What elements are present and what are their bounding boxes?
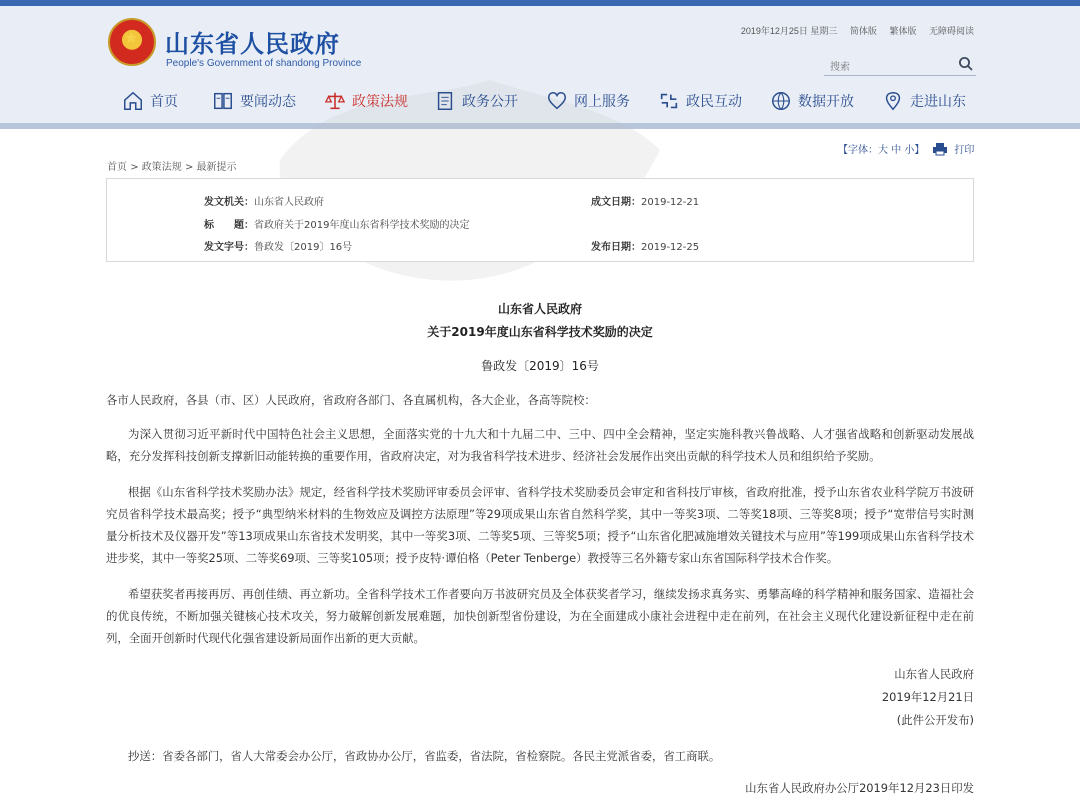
paragraph-3: 希望获奖者再接再厉、再创佳绩、再立新功。全省科学技术工作者要向万书波研究员及全体获奖者学习，继续发扬求真务实、勇攀高峰的科学精神和服务国家、造福社会的优良传统，不断加强关键核心技术攻关，努力破解创新发展难题，加快创新型省份建设，为在全面建成小康社会进程中走在前列，在社会主义现代化建设新征程中走在前列，全面开创新时代现代化强省建设新局面作出新的更大贡献。 [106,587,974,645]
document-title-issuer: 山东省人民政府 [497,302,582,316]
font-size-large[interactable]: 大 [878,145,888,156]
document-number-row: 发文字号：鲁政发〔2019〕16号 [204,242,353,253]
nav-item-home[interactable]: 首页 [122,90,212,112]
globe-icon [770,90,792,112]
font-size-label-close: 】 [914,145,925,156]
breadcrumb-separator: > [130,162,142,173]
site-title[interactable]: 山东省人民政府 [165,29,340,58]
traditional-link[interactable]: 繁体版 [889,26,917,36]
news-icon [212,90,234,112]
paragraph-2: 根据《山东省科学技术奖励办法》规定，经省科学技术奖励评审委员会评审、省科学技术奖励委员会审定和省科技厅审核，省政府批准，授予山东省农业科学院万书波研究员省科学技术最高奖；授予“典型纳米材料的生物效应及调控方法原理”等29项成果山东省自然科学奖，其中一等奖3项、二等奖18项、三等奖8项；授予“宽带信号实时测量分析技术及仪器开发”等13项成果山东省技术发明奖，其中一等奖3项、二等奖5项、三等奖5项；授予“山东省化肥减施增效关键技术与应用”等199项成果山东省科学技术进步奖，其中一等奖25项、二等奖69项、三等奖105项；授予皮特·谭伯格（Peter Tenberge）教授等三名外籍专家山东省国际科学技术合作奖。 [106,485,974,565]
paragraph-1: 为深入贯彻习近平新时代中国特色社会主义思想，全面落实党的十九大和十九届二中、三中、四中全会精神，坚定实施科教兴鲁战略、人才强省战略和创新驱动发展战略，充分发挥科技创新支撑新旧动能转换的重要作用，省政府决定，对为我省科学技术进步、经济社会发展作出突出贡献的科学技术人员和组织给予奖励。 [106,427,974,463]
addressee: 各市人民政府，各县（市、区）人民政府，省政府各部门、各直属机构，各大企业，各高等院校： [106,393,596,407]
heart-icon [546,90,568,112]
page-tools [838,141,974,156]
current-date: 2019年12月25日 星期三 [740,26,838,36]
search-icon[interactable] [958,56,974,72]
document-icon [434,90,456,112]
nav-item-online-service[interactable]: 网上服务 [546,90,658,112]
nav-item-about-shandong[interactable]: 走进山东 [882,90,982,112]
breadcrumb-home[interactable]: 首页 [107,162,127,173]
copy-to: 抄送：省委各部门，省人大常委会办公厅，省政协办公厅，省监委，省法院，省检察院。各民主党派省委，省工商联。 [128,749,721,763]
signature-date: 2019年12月21日 [881,690,974,704]
national-emblem-icon [108,18,156,66]
nav-item-policy[interactable]: 政策法规 [324,90,434,112]
interaction-icon [658,90,680,112]
home-icon [122,90,144,112]
search-input[interactable]: 搜索 [824,54,976,76]
main-navigation [122,86,982,116]
scale-icon [324,90,346,112]
simplified-link[interactable]: 简体版 [849,26,877,36]
issued-by-footer: 山东省人民政府办公厅2019年12月23日印发 [745,781,974,795]
nav-item-open-data[interactable]: 数据开放 [770,90,882,112]
site-subtitle: People's Government of shandong Province [166,58,362,69]
signature-organization: 山东省人民政府 [894,667,974,681]
accessible-reading-link[interactable]: 无障碍阅读 [928,26,974,36]
top-links [741,24,974,37]
location-icon [882,90,904,112]
print-icon [932,142,948,156]
print-button[interactable]: 打印 [932,141,974,156]
created-date-row: 成文日期：2019-12-21 [591,197,700,208]
breadcrumb-latest-notice[interactable]: 最新提示 [196,162,237,173]
nav-item-government-affairs[interactable]: 政务公开 [434,90,546,112]
document-number: 鲁政发〔2019〕16号 [481,359,599,373]
publication-note: (此件公开发布) [896,713,974,727]
font-size-medium[interactable]: 中 [891,145,902,156]
issuer-row: 发文机关：山东省人民政府 [204,197,324,208]
document-title: 关于2019年度山东省科学技术奖励的决定 [427,325,653,339]
breadcrumb [107,158,237,173]
publish-date-row: 发布日期：2019-12-25 [591,242,700,253]
breadcrumb-separator: > [184,162,197,173]
font-size-small[interactable]: 小 [904,145,915,156]
nav-item-news[interactable]: 要闻动态 [212,90,324,112]
document-metadata-box [106,178,974,262]
font-size-label: 【字体： [838,145,878,156]
nav-item-public-interaction[interactable]: 政民互动 [658,90,770,112]
title-row: 标 题：省政府关于2019年度山东省科学技术奖励的决定 [204,220,470,231]
breadcrumb-policy[interactable]: 政策法规 [141,162,182,173]
